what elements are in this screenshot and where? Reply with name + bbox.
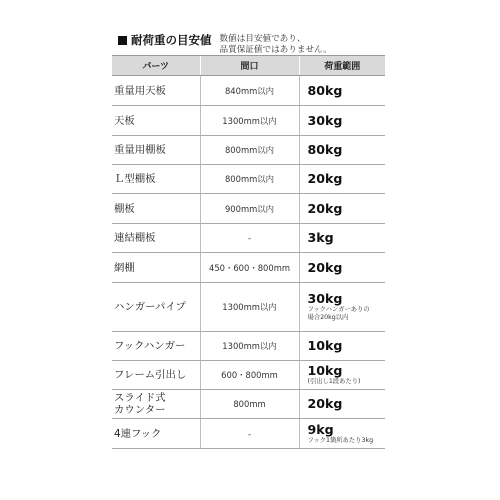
table-row [112,224,385,253]
part-name: カウンター [114,404,166,416]
table-row [112,165,385,194]
load-value: 20kg [307,171,343,186]
table-row [112,361,385,390]
cell-opening: 450・600・800mm [200,253,299,283]
heading-note [220,34,332,55]
load-value: 80kg [307,142,343,157]
cell-load [299,253,385,283]
part-name: 重量用棚板 [114,144,166,156]
cell-load [299,194,385,224]
cell-part [112,194,200,224]
load-note: フック1箇所あたり3kg [307,436,374,444]
load-note: (引出し1段あたり) [307,378,361,385]
cell-part [112,136,200,165]
cell-opening: 1300mm以内 [200,106,299,136]
part-name: 重量用天板 [114,84,166,97]
load-value: 20kg [307,396,343,411]
cell-opening: 600・800mm [200,361,299,390]
part-name: 棚板 [114,202,135,215]
cell-load [299,332,385,361]
cell-part [112,361,200,390]
cell-part [112,332,200,361]
cell-opening: 800mm以内 [200,136,299,165]
part-name: Ｌ型棚板 [114,173,156,185]
load-capacity-table [112,55,385,449]
table-row [112,253,385,283]
part-name: フックハンガー [114,340,186,352]
cell-load [299,361,385,390]
cell-opening: - [200,224,299,253]
cell-part [112,224,200,253]
cell-opening: 800mm以内 [200,165,299,194]
table-row [112,332,385,361]
load-value: 20kg [307,259,343,275]
cell-part [112,419,200,449]
cell-opening: - [200,419,299,449]
cell-opening: 800mm [200,390,299,419]
part-name: 網棚 [114,261,135,274]
cell-load [299,106,385,136]
load-guide-heading [118,33,332,55]
header-load-range: 荷重範囲 [299,56,385,76]
heading-square-icon [118,36,127,45]
cell-load [299,390,385,419]
part-name: ハンガーパイプ [114,301,186,313]
load-value: 3kg [307,230,334,245]
cell-part [112,106,200,136]
load-value: 10kg [307,338,343,353]
table-header-row [112,56,385,76]
cell-load [299,165,385,194]
load-value: 30kg [307,291,343,306]
table-row [112,419,385,449]
cell-load [299,283,385,332]
heading-title: 耐荷重の目安値 [131,33,212,47]
cell-load [299,224,385,253]
cell-opening: 1300mm以内 [200,332,299,361]
cell-part [112,390,200,419]
header-opening: 間口 [200,56,299,76]
heading-note-line: 数値は目安値であり、 [219,34,306,44]
table-row [112,194,385,224]
header-parts: パーツ [112,56,200,76]
cell-load [299,136,385,165]
part-name: フレーム引出し [114,369,187,381]
part-name: スライド式 [114,392,166,404]
load-value: 9kg [307,421,334,437]
load-value: 20kg [307,200,343,216]
table-body [112,76,385,449]
table-row [112,136,385,165]
load-value: 80kg [307,82,343,98]
cell-load [299,76,385,106]
part-name: 天板 [114,114,135,127]
cell-opening: 900mm以内 [200,194,299,224]
cell-part [112,253,200,283]
load-note: フックハンガーありの [307,306,370,313]
cell-opening: 1300mm以内 [200,283,299,332]
cell-opening: 840mm以内 [200,76,299,106]
cell-part [112,76,200,106]
table-row [112,76,385,106]
part-name: 4連フック [114,427,162,440]
load-note: 場合20kg以内 [307,314,349,321]
load-value: 30kg [307,112,343,128]
table-row [112,106,385,136]
cell-part [112,283,200,332]
load-value: 10kg [307,363,343,378]
part-name: 連結棚板 [114,232,156,244]
cell-load [299,419,385,449]
table-row [112,390,385,419]
cell-part [112,165,200,194]
table-row [112,283,385,332]
heading-note-line: 品質保証値ではありません。 [219,44,332,55]
